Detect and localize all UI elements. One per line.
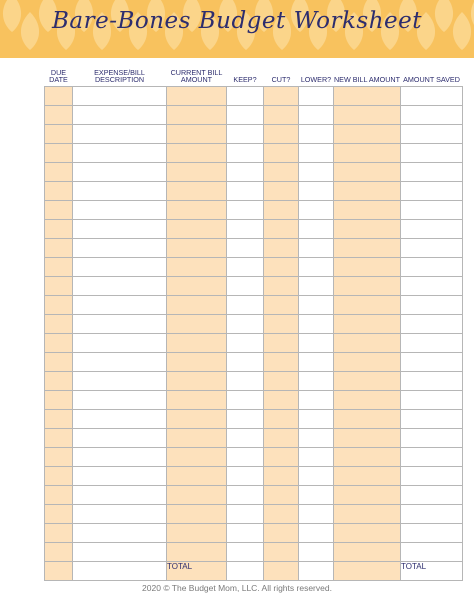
cell-lower[interactable] — [299, 334, 334, 353]
cell-lower[interactable] — [299, 353, 334, 372]
cell-new-bill[interactable] — [334, 391, 401, 410]
cell-current-bill[interactable] — [167, 524, 227, 543]
table-row — [45, 163, 463, 182]
cell-expense[interactable] — [73, 258, 167, 277]
cell-cut[interactable] — [264, 220, 299, 239]
cell-keep[interactable] — [227, 315, 264, 334]
cell-cut[interactable] — [264, 524, 299, 543]
budget-worksheet — [44, 64, 462, 580]
cell-lower[interactable] — [299, 239, 334, 258]
cell-expense[interactable] — [73, 524, 167, 543]
cell-due-date[interactable] — [45, 296, 73, 315]
cell-current-bill[interactable] — [167, 448, 227, 467]
column-header-current-bill: CURRENT BILL AMOUNT — [170, 67, 223, 85]
cell-due-date[interactable] — [45, 315, 73, 334]
cell-amount-saved[interactable] — [401, 524, 463, 543]
cell-expense[interactable] — [73, 220, 167, 239]
table-row — [45, 410, 463, 429]
cell-keep[interactable] — [227, 524, 264, 543]
cell-current-bill[interactable] — [167, 296, 227, 315]
cell-cut[interactable] — [264, 391, 299, 410]
cell-lower[interactable] — [299, 106, 334, 125]
totals-cell-expense[interactable] — [73, 562, 167, 581]
table-row — [45, 505, 463, 524]
table-row — [45, 220, 463, 239]
column-header-expense: EXPENSE/BILL DESCRIPTION — [94, 67, 145, 85]
table-row — [45, 448, 463, 467]
cell-new-bill[interactable] — [334, 334, 401, 353]
cell-lower[interactable] — [299, 220, 334, 239]
cell-expense[interactable] — [73, 87, 167, 106]
cell-keep[interactable] — [227, 239, 264, 258]
cell-amount-saved[interactable] — [401, 429, 463, 448]
cell-current-bill[interactable] — [167, 220, 227, 239]
cell-lower[interactable] — [299, 486, 334, 505]
table-header-row — [45, 64, 463, 87]
total-current-bill-label: TOTAL — [167, 562, 227, 581]
cell-due-date[interactable] — [45, 201, 73, 220]
cell-cut[interactable] — [264, 372, 299, 391]
cell-lower[interactable] — [299, 429, 334, 448]
cell-cut[interactable] — [264, 296, 299, 315]
cell-new-bill[interactable] — [334, 220, 401, 239]
table-row — [45, 429, 463, 448]
cell-expense[interactable] — [73, 467, 167, 486]
cell-new-bill[interactable] — [334, 353, 401, 372]
cell-keep[interactable] — [227, 543, 264, 562]
cell-lower[interactable] — [299, 467, 334, 486]
cell-amount-saved[interactable] — [401, 239, 463, 258]
table-row — [45, 353, 463, 372]
header-banner — [0, 0, 474, 58]
table-row — [45, 144, 463, 163]
cell-due-date[interactable] — [45, 448, 73, 467]
cell-keep[interactable] — [227, 372, 264, 391]
cell-due-date[interactable] — [45, 182, 73, 201]
cell-cut[interactable] — [264, 239, 299, 258]
cell-new-bill[interactable] — [334, 163, 401, 182]
cell-keep[interactable] — [227, 106, 264, 125]
cell-due-date[interactable] — [45, 429, 73, 448]
cell-lower[interactable] — [299, 125, 334, 144]
totals-cell-keep[interactable] — [227, 562, 264, 581]
table-row — [45, 467, 463, 486]
table-row — [45, 391, 463, 410]
cell-new-bill[interactable] — [334, 106, 401, 125]
cell-amount-saved[interactable] — [401, 467, 463, 486]
cell-keep[interactable] — [227, 334, 264, 353]
cell-lower[interactable] — [299, 372, 334, 391]
cell-current-bill[interactable] — [167, 144, 227, 163]
totals-cell-lower[interactable] — [299, 562, 334, 581]
cell-keep[interactable] — [227, 391, 264, 410]
totals-row — [45, 562, 463, 581]
cell-expense[interactable] — [73, 334, 167, 353]
cell-keep[interactable] — [227, 353, 264, 372]
cell-lower[interactable] — [299, 524, 334, 543]
cell-current-bill[interactable] — [167, 315, 227, 334]
cell-current-bill[interactable] — [167, 486, 227, 505]
cell-keep[interactable] — [227, 87, 264, 106]
cell-due-date[interactable] — [45, 486, 73, 505]
cell-cut[interactable] — [264, 448, 299, 467]
cell-lower[interactable] — [299, 87, 334, 106]
cell-due-date[interactable] — [45, 163, 73, 182]
cell-keep[interactable] — [227, 182, 264, 201]
cell-cut[interactable] — [264, 277, 299, 296]
cell-new-bill[interactable] — [334, 429, 401, 448]
cell-keep[interactable] — [227, 258, 264, 277]
table-row — [45, 87, 463, 106]
cell-amount-saved[interactable] — [401, 277, 463, 296]
cell-lower[interactable] — [299, 277, 334, 296]
cell-cut[interactable] — [264, 182, 299, 201]
cell-lower[interactable] — [299, 258, 334, 277]
table-row — [45, 125, 463, 144]
cell-due-date[interactable] — [45, 144, 73, 163]
cell-keep[interactable] — [227, 448, 264, 467]
cell-amount-saved[interactable] — [401, 125, 463, 144]
cell-amount-saved[interactable] — [401, 334, 463, 353]
cell-new-bill[interactable] — [334, 467, 401, 486]
table-row — [45, 315, 463, 334]
cell-current-bill[interactable] — [167, 258, 227, 277]
cell-expense[interactable] — [73, 163, 167, 182]
cell-due-date[interactable] — [45, 353, 73, 372]
cell-lower[interactable] — [299, 144, 334, 163]
cell-due-date[interactable] — [45, 277, 73, 296]
totals-cell-cut[interactable] — [264, 562, 299, 581]
totals-cell-new-bill[interactable] — [334, 562, 401, 581]
cell-amount-saved[interactable] — [401, 87, 463, 106]
cell-new-bill[interactable] — [334, 87, 401, 106]
cell-lower[interactable] — [299, 410, 334, 429]
cell-cut[interactable] — [264, 543, 299, 562]
cell-expense[interactable] — [73, 372, 167, 391]
cell-keep[interactable] — [227, 486, 264, 505]
cell-lower[interactable] — [299, 163, 334, 182]
cell-amount-saved[interactable] — [401, 201, 463, 220]
cell-due-date[interactable] — [45, 391, 73, 410]
cell-expense[interactable] — [73, 429, 167, 448]
cell-current-bill[interactable] — [167, 391, 227, 410]
copyright-footer: 2020 © The Budget Mom, LLC. All rights reserved. — [142, 583, 332, 593]
cell-lower[interactable] — [299, 201, 334, 220]
cell-new-bill[interactable] — [334, 258, 401, 277]
cell-amount-saved[interactable] — [401, 505, 463, 524]
table-row — [45, 524, 463, 543]
cell-lower[interactable] — [299, 315, 334, 334]
cell-current-bill[interactable] — [167, 277, 227, 296]
cell-current-bill[interactable] — [167, 201, 227, 220]
cell-amount-saved[interactable] — [401, 486, 463, 505]
cell-due-date[interactable] — [45, 106, 73, 125]
cell-current-bill[interactable] — [167, 410, 227, 429]
cell-current-bill[interactable] — [167, 87, 227, 106]
cell-new-bill[interactable] — [334, 543, 401, 562]
cell-lower[interactable] — [299, 505, 334, 524]
table-row — [45, 239, 463, 258]
cell-due-date[interactable] — [45, 524, 73, 543]
cell-new-bill[interactable] — [334, 524, 401, 543]
cell-due-date[interactable] — [45, 125, 73, 144]
cell-expense[interactable] — [73, 486, 167, 505]
cell-keep[interactable] — [227, 410, 264, 429]
cell-cut[interactable] — [264, 87, 299, 106]
cell-expense[interactable] — [73, 391, 167, 410]
table-row — [45, 258, 463, 277]
cell-keep[interactable] — [227, 296, 264, 315]
cell-expense[interactable] — [73, 201, 167, 220]
table-row — [45, 106, 463, 125]
cell-cut[interactable] — [264, 201, 299, 220]
cell-expense[interactable] — [73, 239, 167, 258]
cell-amount-saved[interactable] — [401, 410, 463, 429]
cell-due-date[interactable] — [45, 220, 73, 239]
cell-cut[interactable] — [264, 410, 299, 429]
total-amount-saved-label: TOTAL — [401, 562, 463, 581]
cell-new-bill[interactable] — [334, 201, 401, 220]
cell-new-bill[interactable] — [334, 315, 401, 334]
cell-new-bill[interactable] — [334, 372, 401, 391]
cell-due-date[interactable] — [45, 372, 73, 391]
cell-expense[interactable] — [73, 182, 167, 201]
cell-lower[interactable] — [299, 296, 334, 315]
cell-new-bill[interactable] — [334, 277, 401, 296]
column-header-new-bill: NEW BILL AMOUNT — [333, 75, 401, 85]
cell-expense[interactable] — [73, 505, 167, 524]
cell-amount-saved[interactable] — [401, 296, 463, 315]
page-title: Bare-Bones Budget Worksheet — [51, 8, 423, 34]
cell-amount-saved[interactable] — [401, 163, 463, 182]
cell-current-bill[interactable] — [167, 353, 227, 372]
cell-current-bill[interactable] — [167, 334, 227, 353]
cell-lower[interactable] — [299, 448, 334, 467]
cell-current-bill[interactable] — [167, 106, 227, 125]
cell-cut[interactable] — [264, 163, 299, 182]
cell-due-date[interactable] — [45, 505, 73, 524]
cell-cut[interactable] — [264, 486, 299, 505]
table-row — [45, 543, 463, 562]
cell-due-date[interactable] — [45, 410, 73, 429]
table-row — [45, 201, 463, 220]
cell-new-bill[interactable] — [334, 410, 401, 429]
cell-cut[interactable] — [264, 429, 299, 448]
cell-expense[interactable] — [73, 125, 167, 144]
cell-due-date[interactable] — [45, 334, 73, 353]
table-row — [45, 486, 463, 505]
cell-keep[interactable] — [227, 467, 264, 486]
cell-keep[interactable] — [227, 220, 264, 239]
cell-expense[interactable] — [73, 144, 167, 163]
column-header-due-date: DUE DATE — [49, 67, 68, 85]
cell-cut[interactable] — [264, 315, 299, 334]
cell-due-date[interactable] — [45, 239, 73, 258]
cell-current-bill[interactable] — [167, 429, 227, 448]
cell-current-bill[interactable] — [167, 467, 227, 486]
cell-expense[interactable] — [73, 353, 167, 372]
cell-cut[interactable] — [264, 106, 299, 125]
cell-new-bill[interactable] — [334, 125, 401, 144]
cell-amount-saved[interactable] — [401, 372, 463, 391]
cell-expense[interactable] — [73, 543, 167, 562]
cell-due-date[interactable] — [45, 467, 73, 486]
cell-current-bill[interactable] — [167, 182, 227, 201]
cell-due-date[interactable] — [45, 87, 73, 106]
cell-new-bill[interactable] — [334, 448, 401, 467]
cell-due-date[interactable] — [45, 258, 73, 277]
table-row — [45, 334, 463, 353]
cell-new-bill[interactable] — [334, 182, 401, 201]
cell-new-bill[interactable] — [334, 144, 401, 163]
cell-cut[interactable] — [264, 144, 299, 163]
cell-current-bill[interactable] — [167, 543, 227, 562]
column-header-cut: CUT? — [271, 75, 291, 85]
table-row — [45, 182, 463, 201]
cell-lower[interactable] — [299, 543, 334, 562]
table-body — [45, 87, 463, 581]
cell-amount-saved[interactable] — [401, 315, 463, 334]
column-header-amount-saved: AMOUNT SAVED — [403, 75, 460, 85]
cell-current-bill[interactable] — [167, 163, 227, 182]
cell-current-bill[interactable] — [167, 372, 227, 391]
cell-current-bill[interactable] — [167, 125, 227, 144]
cell-current-bill[interactable] — [167, 505, 227, 524]
cell-amount-saved[interactable] — [401, 258, 463, 277]
cell-keep[interactable] — [227, 163, 264, 182]
cell-amount-saved[interactable] — [401, 353, 463, 372]
cell-expense[interactable] — [73, 296, 167, 315]
table-row — [45, 372, 463, 391]
column-header-lower: LOWER? — [300, 75, 332, 85]
table-row — [45, 277, 463, 296]
cell-cut[interactable] — [264, 334, 299, 353]
cell-amount-saved[interactable] — [401, 448, 463, 467]
cell-cut[interactable] — [264, 125, 299, 144]
cell-expense[interactable] — [73, 106, 167, 125]
cell-amount-saved[interactable] — [401, 182, 463, 201]
cell-expense[interactable] — [73, 448, 167, 467]
cell-keep[interactable] — [227, 144, 264, 163]
table-row — [45, 296, 463, 315]
cell-current-bill[interactable] — [167, 239, 227, 258]
cell-cut[interactable] — [264, 505, 299, 524]
cell-new-bill[interactable] — [334, 505, 401, 524]
cell-new-bill[interactable] — [334, 239, 401, 258]
cell-expense[interactable] — [73, 410, 167, 429]
cell-cut[interactable] — [264, 353, 299, 372]
cell-amount-saved[interactable] — [401, 144, 463, 163]
cell-keep[interactable] — [227, 277, 264, 296]
cell-lower[interactable] — [299, 391, 334, 410]
cell-keep[interactable] — [227, 125, 264, 144]
cell-amount-saved[interactable] — [401, 220, 463, 239]
cell-amount-saved[interactable] — [401, 106, 463, 125]
cell-lower[interactable] — [299, 182, 334, 201]
cell-new-bill[interactable] — [334, 296, 401, 315]
cell-expense[interactable] — [73, 277, 167, 296]
cell-amount-saved[interactable] — [401, 543, 463, 562]
cell-expense[interactable] — [73, 315, 167, 334]
cell-due-date[interactable] — [45, 543, 73, 562]
cell-keep[interactable] — [227, 505, 264, 524]
totals-cell-due-date[interactable] — [45, 562, 73, 581]
budget-table — [44, 64, 463, 581]
cell-cut[interactable] — [264, 467, 299, 486]
cell-keep[interactable] — [227, 201, 264, 220]
column-header-keep: KEEP? — [233, 75, 257, 85]
cell-keep[interactable] — [227, 429, 264, 448]
cell-new-bill[interactable] — [334, 486, 401, 505]
cell-amount-saved[interactable] — [401, 391, 463, 410]
cell-cut[interactable] — [264, 258, 299, 277]
